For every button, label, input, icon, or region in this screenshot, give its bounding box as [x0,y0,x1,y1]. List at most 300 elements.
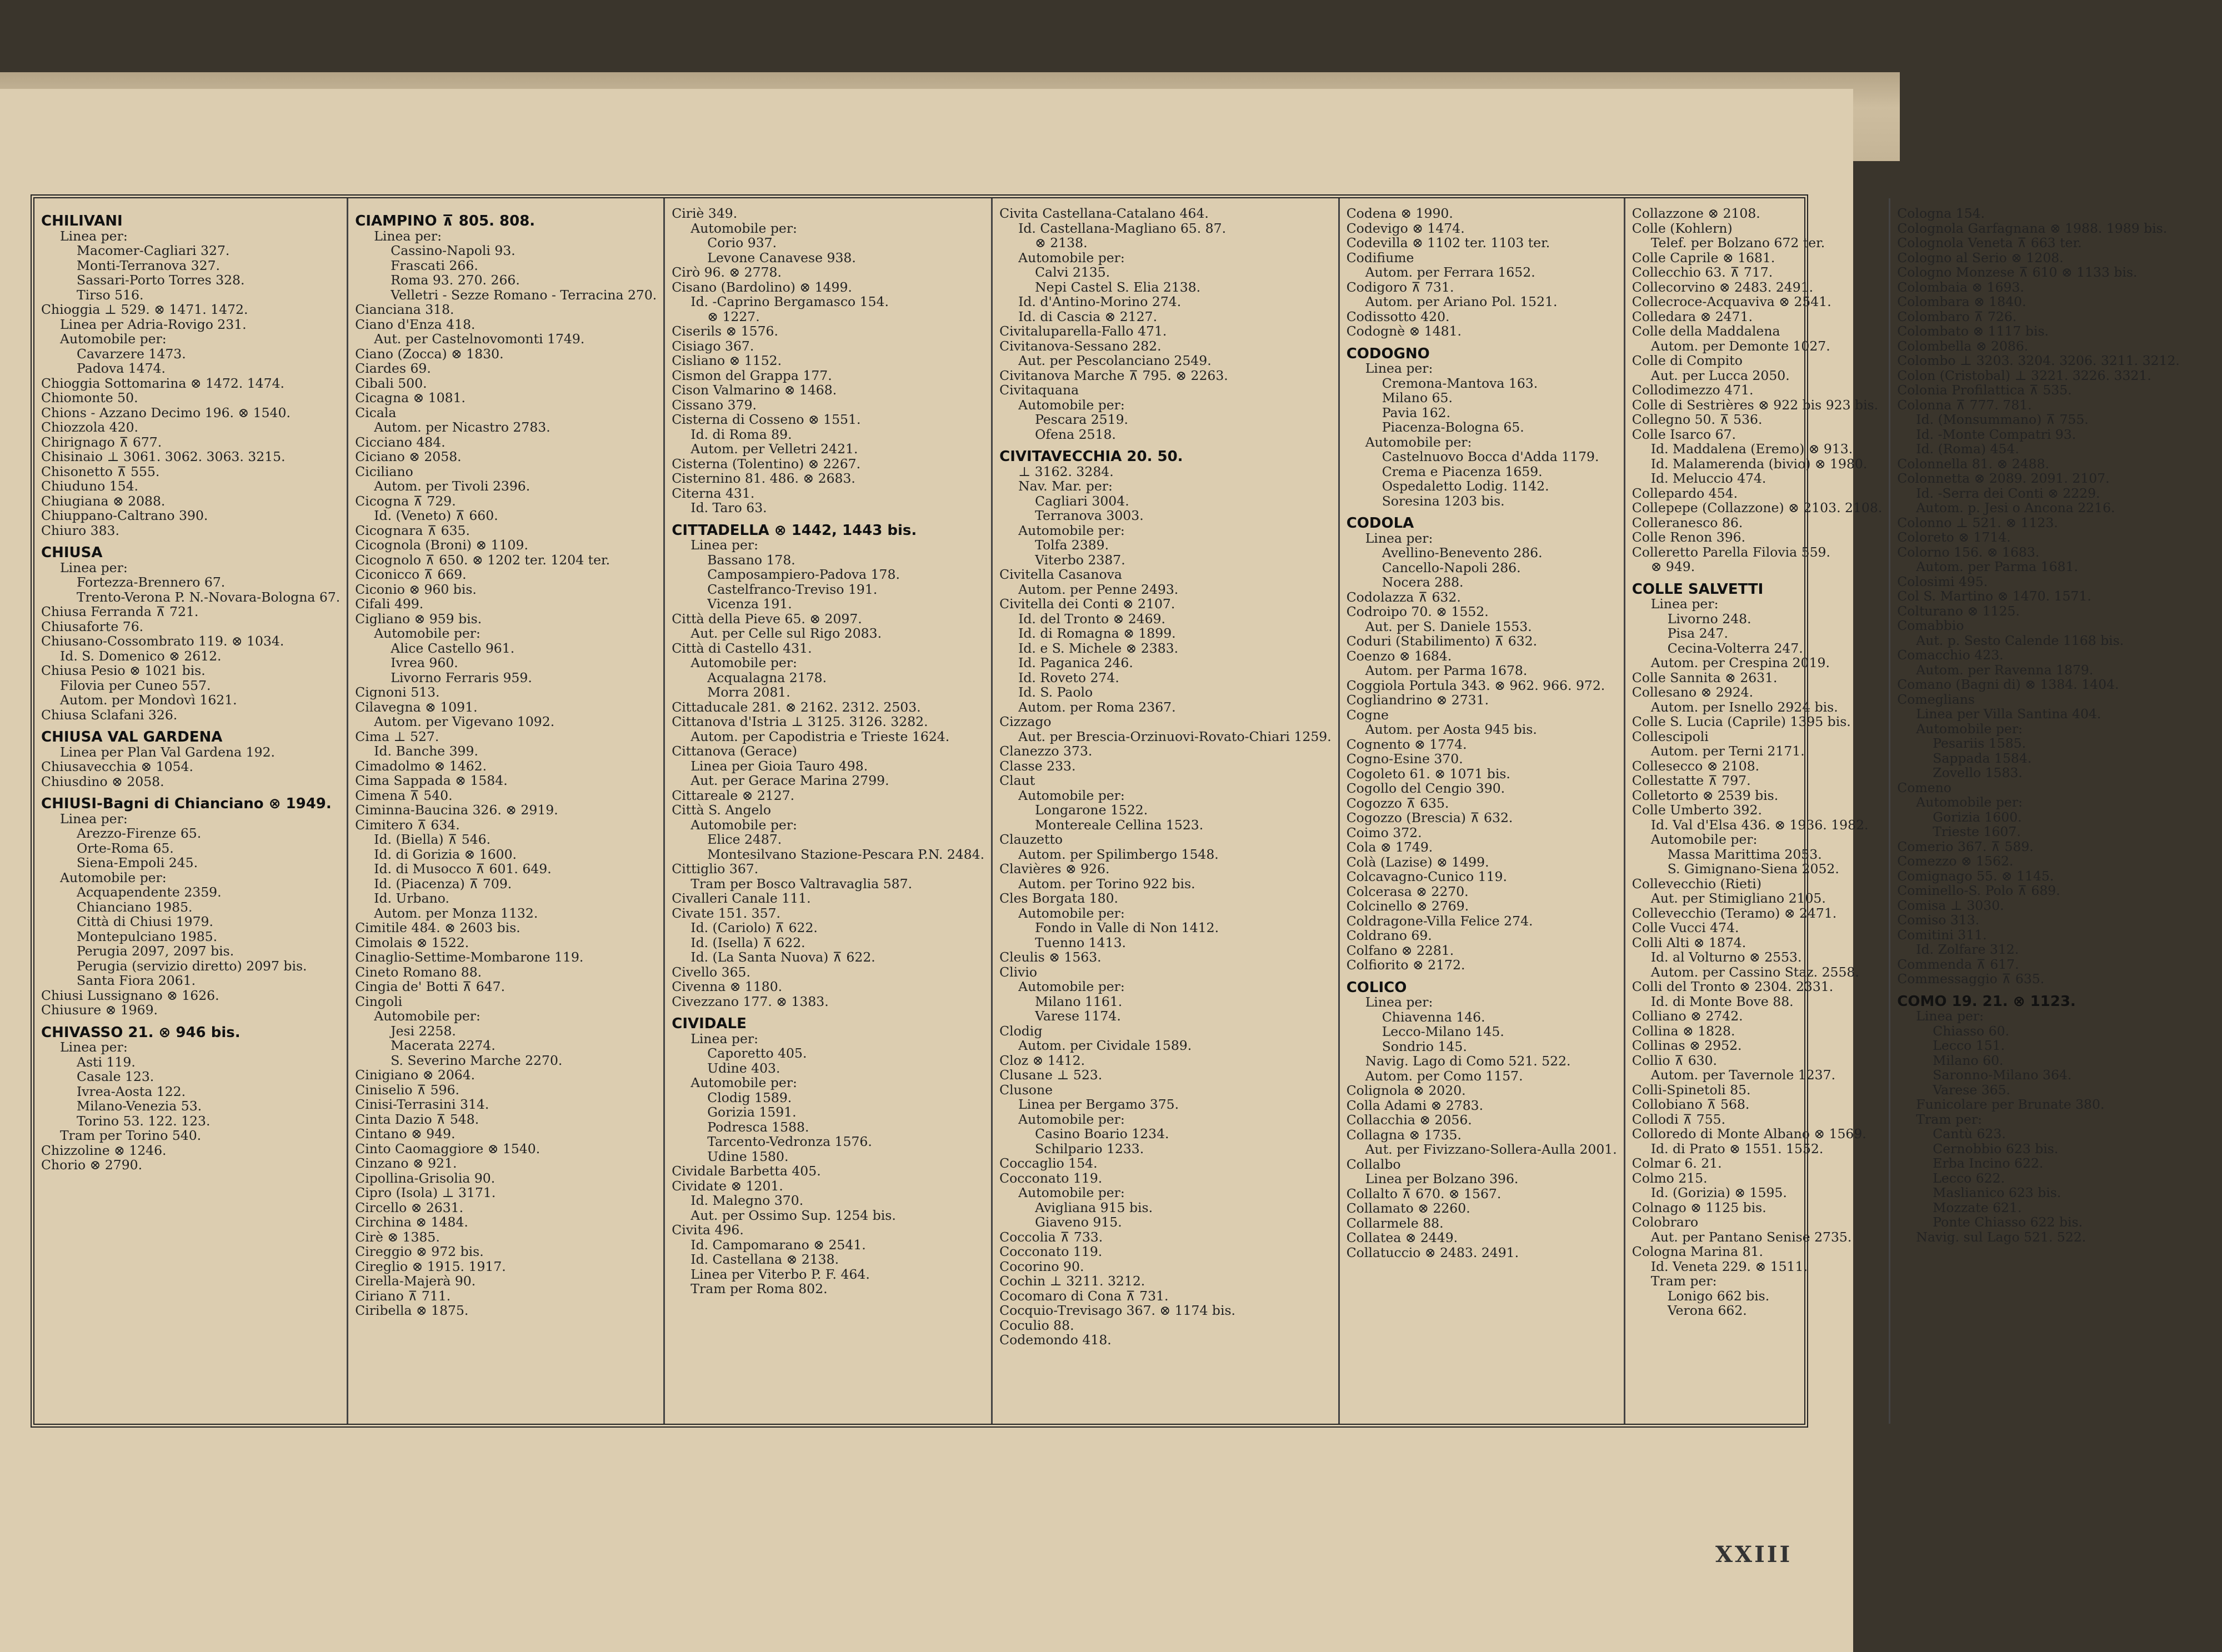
index-entry: Codena ⊗ 1990. [1346,206,1453,221]
entry-heading: CIAMPINO ⊼ 805. 808. [355,213,536,229]
index-entry: Chioggia ⊥ 529. ⊗ 1471. 1472. [41,302,248,317]
index-entry: Aut. per Ossimo Sup. 1254 bis. [690,1207,896,1223]
index-entry: Cicogna ⊼ 729. [355,493,456,509]
index-entry: Ciardes 69. [355,361,431,376]
index-entry: Cisterna di Cosseno ⊗ 1551. [672,412,861,427]
index-entry: Colloredo di Monte Albano ⊗ 1569. [1632,1126,1866,1142]
index-entry: Linea per: [374,228,442,244]
index-column-2 [348,198,665,1424]
index-entry: Colombo ⊥ 3203. 3204. 3206. 3211. 3212. [1897,353,2180,368]
index-entry: Navig. sul Lago 521. 522. [1916,1229,2086,1245]
index-entry: Cipollina-Grisolia 90. [355,1170,496,1186]
index-entry: Autom. per Ariano Pol. 1521. [1365,294,1558,309]
index-entry: Cisterna (Tolentino) ⊗ 2267. [672,455,861,472]
index-entry: Corio 937. [707,235,777,251]
index-entry: Id. Roveto 274. [1018,669,1119,685]
index-column-6 [1625,198,1891,1424]
index-entry: Autom. per Crespina 2019. [1650,655,1830,670]
index-entry: Linea per Viterbo P. F. 464. [690,1266,870,1282]
index-entry: Colmo 215. [1632,1170,1708,1186]
index-entry: Tolfa 2389. [1035,537,1109,553]
index-entry: Cignoni 513. [355,684,440,700]
index-entry: Id. di Romagna ⊗ 1899. [1018,625,1176,641]
index-entry: Id. (Piacenza) ⊼ 709. [374,875,512,892]
index-entry: Chiusaforte 76. [41,618,144,634]
index-entry: Varese 365. [1933,1082,2011,1098]
index-entry: Chisinaio ⊥ 3061. 3062. 3063. 3215. [41,449,286,464]
index-entry: Id. al Volturno ⊗ 2553. [1650,949,1802,965]
index-entry: Citerna 431. [672,485,755,501]
index-entry: Schilpario 1233. [1035,1140,1144,1157]
index-entry: Clivio [999,964,1038,980]
index-entry: Coccolia ⊼ 733. [999,1229,1103,1245]
index-entry: Collecchio 63. ⊼ 717. [1632,264,1773,280]
index-entry: Chiuduno 154. [41,478,139,494]
index-entry: Collarmele 88. [1346,1215,1444,1231]
index-entry: Automobile per: [690,220,797,236]
index-entry: Linea per: [690,537,759,553]
index-entry: Colle Sannita ⊗ 2631. [1632,669,1778,685]
index-entry: Automobile per: [1916,794,2023,810]
index-column-7 [1890,198,2186,1424]
index-entry: Macerata 2274. [391,1038,496,1053]
index-entry: Tirso 516. [77,287,144,303]
index-column-3 [665,198,993,1424]
entry-heading: CIVITAVECCHIA 20. 50. [999,448,1183,465]
index-entry: Milano-Venezia 53. [77,1098,202,1114]
index-entry: Clusane ⊥ 523. [999,1067,1103,1083]
index-entry: Cancello-Napoli 286. [1382,559,1521,575]
index-entry: Soresina 1203 bis. [1382,493,1505,509]
index-entry: Codissotto 420. [1346,308,1450,324]
index-entry: Automobile per: [690,817,797,833]
index-entry: Automobile per: [1018,522,1125,538]
index-entry: Coldrano 69. [1346,928,1432,943]
index-entry: Autom. per Terni 2171. [1650,743,1805,759]
index-entry: Cicognola (Broni) ⊗ 1109. [355,537,528,553]
index-entry: Automobile per: [1018,905,1125,921]
index-entry: Calvi 2135. [1035,264,1110,280]
index-entry: Cicognolo ⊼ 650. ⊗ 1202 ter. 1204 ter. [355,552,610,568]
index-entry: Comezzo ⊗ 1562. [1897,853,2014,869]
index-entry: Cipro (Isola) ⊥ 3171. [355,1185,496,1200]
index-entry: Autom. per Mondovì 1621. [60,692,237,708]
index-entry: Castelnuovo Bocca d'Adda 1179. [1382,449,1599,464]
index-entry: Milano 60. [1933,1052,2004,1068]
index-entry: Cigliano ⊗ 959 bis. [355,610,482,627]
index-entry: Clodig [999,1023,1043,1039]
index-entry: Id. di Cascia ⊗ 2127. [1018,308,1158,324]
index-entry: Autom. per Parma 1681. [1916,559,2078,574]
index-entry: Collazzone ⊗ 2108. [1632,206,1760,221]
index-entry: Coloreto ⊗ 1714. [1897,529,2011,545]
index-entry: Montesilvano Stazione-Pescara P.N. 2484. [707,846,985,862]
index-entry: Aut. per Lucca 2050. [1650,367,1790,383]
index-entry: Cisliano ⊗ 1152. [672,353,782,368]
index-entry: Cogoleto 61. ⊗ 1071 bis. [1346,765,1510,782]
index-entry: Colturano ⊗ 1125. [1897,603,2020,619]
index-entry: Elice 2487. [707,832,782,847]
index-entry: Cimolais ⊗ 1522. [355,934,469,950]
index-entry: Montepulciano 1985. [77,928,218,944]
index-entry: Montereale Cellina 1523. [1035,817,1204,833]
index-entry: Codognè ⊗ 1481. [1346,323,1462,339]
index-entry: Nav. Mar. per: [1018,478,1113,494]
index-entry: Linea per: [60,1039,128,1055]
index-entry: Casale 123. [77,1069,154,1084]
index-entry: Cola ⊗ 1749. [1346,839,1433,855]
index-entry: Comabbio [1897,618,1964,633]
index-entry: Monti-Terranova 327. [77,257,221,273]
index-entry: Linea per Villa Santina 404. [1916,706,2101,722]
index-entry: Cocomaro di Cona ⊼ 731. [999,1288,1169,1304]
index-entry: Chorio ⊗ 2790. [41,1157,143,1173]
index-entry: Colli-Spinetoli 85. [1632,1082,1751,1098]
index-entry: Collinas ⊗ 2952. [1632,1038,1742,1053]
index-entry: Chiusa Pesio ⊗ 1021 bis. [41,663,206,678]
index-columns [34,198,2180,1424]
index-entry: Id. Taro 63. [690,500,767,515]
index-entry: Cologna Marina 81. [1632,1244,1763,1259]
index-entry: Commenda ⊼ 617. [1897,956,2019,972]
index-entry: Cirella-Majerà 90. [355,1273,476,1289]
index-entry: Coculio 88. [999,1317,1074,1333]
index-entry: Colle Umberto 392. [1632,802,1762,818]
index-entry: Linea per: [1650,596,1719,612]
index-entry: Macomer-Cagliari 327. [77,243,230,258]
index-entry: Lecco 151. [1933,1038,2005,1053]
index-entry: Cocconato 119. [999,1170,1103,1186]
index-entry: Id. Banche 399. [374,743,478,759]
index-entry: Coimo 372. [1346,824,1422,840]
index-entry: Id. Val d'Elsa 436. ⊗ 1936. 1982. [1650,817,1869,833]
index-entry: Civita Castellana-Catalano 464. [999,206,1209,221]
index-entry: S. Gimignano-Siena 2052. [1667,861,1839,877]
index-entry: Cisiago 367. [672,338,754,354]
index-entry: Cittanova d'Istria ⊥ 3125. 3126. 3282. [672,714,928,729]
index-entry: Id. di Prato ⊗ 1551. 1552. [1650,1140,1824,1157]
index-entry: Cles Borgata 180. [999,890,1118,906]
index-entry: Cissano 379. [672,397,757,413]
index-entry: Santa Fiora 2061. [77,973,196,988]
entry-heading: CHIUSI-Bagni di Chianciano ⊗ 1949. [41,795,332,812]
index-entry: Autom. per Tavernole 1237. [1650,1067,1836,1083]
index-entry: Chiusano-Cossombrato 119. ⊗ 1034. [41,633,284,649]
index-entry: Colombara ⊗ 1840. [1897,294,2026,309]
index-entry: Filovia per Cuneo 557. [60,677,211,693]
index-entry: Crema e Piacenza 1659. [1382,463,1543,479]
index-entry: Comano (Bagni di) ⊗ 1384. 1404. [1897,677,2119,692]
index-entry: Colonia Profilattica ⊼ 535. [1897,382,2072,398]
index-entry: Linea per: [60,810,128,827]
index-entry: Civenna ⊗ 1180. [672,979,783,994]
index-entry: Aut. per Gerace Marina 2799. [690,773,889,788]
index-entry: Cicagna ⊗ 1081. [355,390,466,406]
index-entry: Id. (Gorizia) ⊗ 1595. [1650,1185,1787,1200]
index-entry: Cagliari 3004. [1035,493,1129,509]
index-entry: Codemondo 418. [999,1332,1112,1348]
index-entry: Lecco-Milano 145. [1382,1024,1504,1039]
index-entry: Sassari-Porto Torres 328. [77,272,245,288]
index-entry: Autom. per Cassino Staz. 2558. [1650,964,1859,980]
index-entry: Linea per Plan Val Gardena 192. [60,744,275,760]
index-entry: Livorno Ferraris 959. [391,669,532,685]
index-entry: Nocera 288. [1382,574,1464,590]
index-entry: Cicognara ⊼ 635. [355,522,470,538]
index-entry: Sondrio 145. [1382,1038,1467,1054]
index-entry: Sappada 1584. [1933,750,2032,766]
index-entry: Padova 1474. [77,361,166,376]
index-entry: Autom. per Ravenna 1879. [1916,662,2094,678]
index-entry: Gorizia 1600. [1933,809,2022,825]
index-entry: Cloz ⊗ 1412. [999,1052,1085,1068]
index-entry: Autom. per Monza 1132. [374,905,538,921]
index-entry: Aut. per Pantano Senise 2735. [1650,1229,1852,1245]
index-entry: Lecco 622. [1933,1170,2005,1186]
index-entry: Cleulis ⊗ 1563. [999,949,1102,965]
index-entry: Chirignago ⊼ 677. [41,434,162,450]
index-entry: Autom. per Torino 922 bis. [1018,875,1195,892]
index-entry: Collesano ⊗ 2924. [1632,684,1754,700]
index-entry: Collio ⊼ 630. [1632,1052,1718,1068]
index-entry: Automobile per: [690,1075,797,1090]
index-entry: Udine 403. [707,1060,780,1076]
index-entry: Cantù 623. [1933,1126,2006,1142]
index-entry: Claut [999,773,1035,788]
index-entry: Id. Castellana-Magliano 65. 87. [1018,220,1227,236]
index-entry: Id. Castellana ⊗ 2138. [690,1251,839,1267]
index-entry: Verona 662. [1667,1303,1747,1318]
index-entry: Pescara 2519. [1035,412,1128,427]
index-entry: Coccaglio 154. [999,1155,1098,1171]
index-entry: Autom. per Como 1157. [1365,1068,1523,1084]
index-entry: Linea per: [60,559,128,575]
index-entry: Tarcento-Vedronza 1576. [707,1134,872,1149]
index-frame [31,194,2180,1428]
index-entry: Colignola ⊗ 2020. [1346,1083,1466,1098]
index-entry: Colonnetta ⊗ 2089. 2091. 2107. [1897,470,2110,486]
index-entry: Collescipoli [1632,728,1709,744]
index-entry: Colli del Tronto ⊗ 2304. 2331. [1632,979,1834,994]
index-entry: Ciriè 349. [672,206,738,221]
index-entry: Autom. per Parma 1678. [1365,663,1528,678]
index-entry: Colla Adami ⊗ 2783. [1346,1097,1484,1113]
index-entry: Colcinello ⊗ 2769. [1346,898,1469,914]
index-entry: Tram per Bosco Valtravaglia 587. [690,875,913,892]
index-entry: Colonnella 81. ⊗ 2488. [1897,455,2050,472]
index-entry: Chiusure ⊗ 1969. [41,1002,158,1018]
page-number: XXIII [1715,1541,1793,1568]
index-entry: Chions - Azzano Decimo 196. ⊗ 1540. [41,404,291,420]
index-entry: Cineto Romano 88. [355,964,482,980]
entry-heading: COMO 19. 21. ⊗ 1123. [1897,993,2076,1010]
index-entry: Castelfranco-Treviso 191. [707,581,878,597]
index-entry: Cimadolmo ⊗ 1462. [355,758,487,774]
index-entry: Maslianico 623 bis. [1933,1185,2061,1200]
index-entry: Comignago 55. ⊗ 1145. [1897,868,2054,884]
index-entry: Cavarzere 1473. [77,346,186,362]
index-entry: Cinigiano ⊗ 2064. [355,1067,476,1083]
index-entry: Cologna 154. [1897,206,1985,221]
index-entry: Cima Sappada ⊗ 1584. [355,773,508,788]
index-entry: Città della Pieve 65. ⊗ 2097. [672,610,862,627]
index-entry: Cimitile 484. ⊗ 2603 bis. [355,920,521,935]
index-entry: Civitella dei Conti ⊗ 2107. [999,596,1175,612]
index-entry: Collevecchio (Teramo) ⊗ 2471. [1632,905,1837,921]
index-entry: Caporetto 405. [707,1045,807,1061]
index-entry: Chiavenna 146. [1382,1009,1485,1025]
index-entry: Chiasso 60. [1933,1023,2010,1039]
index-entry: Collepardo 454. [1632,485,1738,501]
index-entry: Coduri (Stabilimento) ⊼ 632. [1346,633,1538,649]
index-entry: Collalto ⊼ 670. ⊗ 1567. [1346,1185,1502,1202]
index-entry: Codevilla ⊗ 1102 ter. 1103 ter. [1346,235,1550,251]
index-entry: Chiuppano-Caltrano 390. [41,508,208,523]
index-entry: Linea per Gioia Tauro 498. [690,758,868,774]
index-entry: Avigliana 915 bis. [1035,1199,1153,1215]
index-entry: Civitaluparella-Fallo 471. [999,323,1167,339]
index-entry: Cirò 96. ⊗ 2778. [672,264,782,280]
index-entry: Cibali 500. [355,375,427,391]
index-entry: Autom. per Aosta 945 bis. [1365,722,1537,737]
index-entry: Cianciana 318. [355,302,454,317]
index-entry: Collepepe (Collazzone) ⊗ 2103. 2108. [1632,500,1883,515]
index-entry: Autom. per Capodistria e Trieste 1624. [690,728,950,744]
index-entry: Varese 1174. [1035,1008,1121,1024]
index-entry: Aut. per Celle sul Rigo 2083. [690,625,882,641]
index-entry: Città di Chiusi 1979. [77,914,213,929]
index-entry: Automobile per: [1018,249,1125,266]
index-entry: Colcavagno-Cunico 119. [1346,869,1507,884]
index-entry: Cominello-S. Polo ⊼ 689. [1897,883,2060,898]
index-entry: Id. Meluccio 474. [1650,470,1766,486]
index-entry: Tuenno 1413. [1035,934,1126,950]
index-entry: Autom. per Roma 2367. [1018,699,1176,715]
index-entry: Levone Canavese 938. [707,249,856,266]
index-entry: Colle della Maddalena [1632,323,1780,339]
index-entry: Collalbo [1346,1156,1401,1172]
index-entry: Cirè ⊗ 1385. [355,1229,440,1245]
index-entry: Piacenza-Bologna 65. [1382,419,1524,435]
index-entry: Asti 119. [77,1054,136,1070]
index-entry: Colle Vucci 474. [1632,920,1739,935]
index-entry: Colcerasa ⊗ 2270. [1346,883,1469,899]
index-entry: Id. di Musocco ⊼ 601. 649. [374,861,552,877]
index-entry: Collegno 50. ⊼ 536. [1632,412,1763,427]
index-entry: Coenzo ⊗ 1684. [1346,648,1452,664]
index-column-1 [34,198,348,1424]
index-entry: Id. di Monte Bove 88. [1650,993,1794,1009]
index-entry: Cittaducale 281. ⊗ 2162. 2312. 2503. [672,699,921,715]
index-entry: Cingia de' Botti ⊼ 647. [355,979,506,994]
index-entry: Chiugiana ⊗ 2088. [41,493,166,509]
index-entry: Cassino-Napoli 93. [391,243,516,258]
index-entry: Comeglians [1897,691,1975,707]
index-entry: Aut. per Pescolanciano 2549. [1018,353,1212,368]
index-entry: Acquapendente 2359. [77,884,222,900]
index-entry: S. Severino Marche 2270. [391,1052,563,1068]
entry-heading: CHIUSA [41,544,103,561]
index-entry: Trento-Verona P. N.-Novara-Bologna 67. [77,589,341,605]
index-entry: Id. (Roma) 454. [1916,441,2019,457]
index-entry: Fondo in Valle di Non 1412. [1035,920,1219,935]
index-entry: Colle di Sestrières ⊗ 922 bis 923 bis. [1632,397,1879,413]
index-entry: Mozzate 621. [1933,1199,2022,1215]
index-entry: Colà (Lazise) ⊗ 1499. [1346,854,1489,870]
index-entry: Avellino-Benevento 286. [1382,545,1543,560]
index-entry: Automobile per: [1018,397,1125,413]
index-entry: Autom. per Velletri 2421. [690,441,858,457]
index-entry: Longarone 1522. [1035,802,1148,818]
index-entry: Chiozzola 420. [41,419,139,435]
index-entry: Frascati 266. [391,257,478,273]
index-entry: Jesi 2258. [391,1023,456,1039]
index-entry: Autom. per Tivoli 2396. [374,478,531,494]
index-entry: Cittiglio 367. [672,861,759,877]
index-entry: Id. (Veneto) ⊼ 660. [374,508,498,523]
entry-heading: CODOLA [1346,515,1414,532]
index-entry: Collina ⊗ 1828. [1632,1023,1735,1039]
index-entry: Colleretto Parella Filovia 559. [1632,544,1830,560]
index-entry: Collesecco ⊗ 2108. [1632,758,1760,774]
index-entry: Chiusdino ⊗ 2058. [41,773,164,789]
index-entry: Automobile per: [374,1008,481,1024]
entry-heading: CODOGNO [1346,345,1430,362]
index-entry: Aut. per S. Daniele 1553. [1365,618,1532,634]
index-entry: Tram per: [1650,1273,1717,1289]
index-entry: Colli Alti ⊗ 1874. [1632,934,1746,950]
index-entry: Cicala [355,404,397,420]
index-entry: Cimena ⊼ 540. [355,787,453,803]
index-entry: Colombella ⊗ 2086. [1897,338,2029,354]
index-entry: Autom. per Vigevano 1092. [374,714,555,729]
index-entry: Civello 365. [672,964,750,980]
index-entry: Id. Campomarano ⊗ 2541. [690,1237,866,1253]
index-entry: Chiusavecchia ⊗ 1054. [41,759,193,774]
index-entry: Automobile per: [690,655,797,670]
index-entry: Cogozzo ⊼ 635. [1346,795,1449,811]
index-entry: Id. S. Domenico ⊗ 2612. [60,648,222,664]
index-entry: Cifali 499. [355,596,424,612]
index-entry: Colmar 6. 21. [1632,1155,1722,1171]
index-entry: Cecina-Volterra 247. [1667,640,1803,656]
index-entry: Colfano ⊗ 2281. [1346,942,1454,958]
index-entry: Colle S. Lucia (Caprile) 1395 bis. [1632,714,1851,729]
index-entry: Cireglio ⊗ 1915. 1917. [355,1258,506,1274]
index-entry: Colombaro ⊼ 726. [1897,308,2017,324]
index-entry: Cogollo del Cengio 390. [1346,780,1505,796]
entry-heading: CHILIVANI [41,213,123,229]
index-entry: Acqualagna 2178. [707,669,827,685]
index-entry: Aut. p. Sesto Calende 1168 bis. [1916,632,2124,648]
index-entry: Torino 53. 122. 123. [77,1113,211,1129]
index-entry: Ciano d'Enza 418. [355,316,476,332]
index-entry: ⊗ 949. [1650,559,1695,574]
index-entry: Tram per Torino 540. [60,1128,202,1143]
index-entry: Chioggia Sottomarina ⊗ 1472. 1474. [41,375,284,391]
index-entry: Cittareale ⊗ 2127. [672,787,795,803]
index-entry: Cogliandrino ⊗ 2731. [1346,692,1489,708]
index-entry: Cinaglio-Settime-Mombarone 119. [355,949,584,965]
index-entry: Chiuro 383. [41,522,119,538]
index-entry: Cologno Monzese ⊼ 610 ⊗ 1133 bis. [1897,264,2138,280]
index-entry: Id. Maddalena (Eremo) ⊗ 913. [1650,441,1853,457]
index-entry: Id. Paganica 246. [1018,655,1133,670]
index-entry: Comiso 313. [1897,912,1980,928]
index-entry: Automobile per: [1018,979,1125,994]
index-entry: Colle Caprile ⊗ 1681. [1632,249,1775,266]
index-entry: Cogozzo (Brescia) ⊼ 632. [1346,810,1513,825]
